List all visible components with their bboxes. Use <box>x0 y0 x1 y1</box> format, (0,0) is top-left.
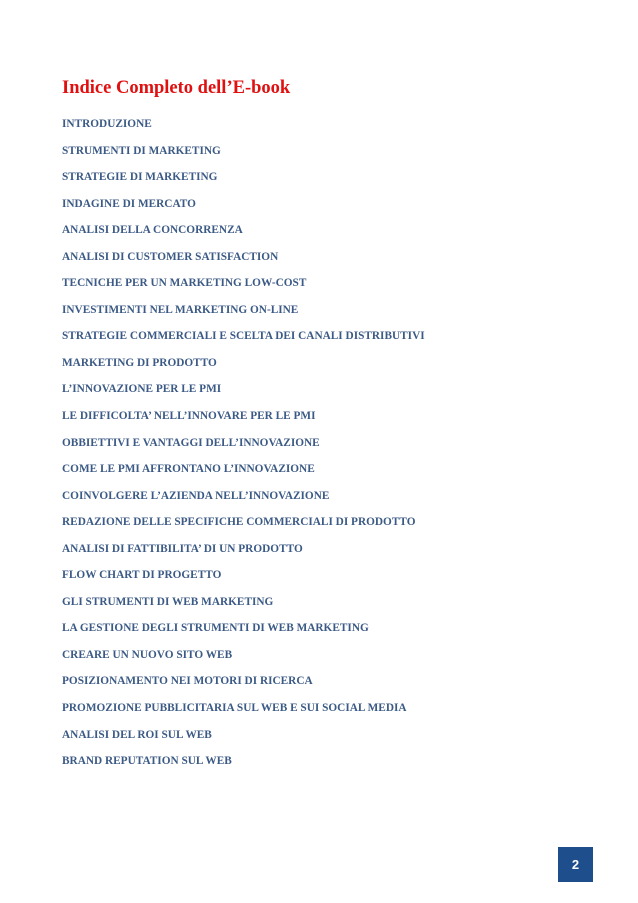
toc-item: BRAND REPUTATION SUL WEB <box>62 755 232 768</box>
toc-item: GLI STRUMENTI DI WEB MARKETING <box>62 595 274 608</box>
toc-item: OBBIETTIVI E VANTAGGI DELL’INNOVAZIONE <box>62 436 320 449</box>
toc-item: PROMOZIONE PUBBLICITARIA SUL WEB E SUI SOCIAL MEDIA <box>62 702 407 715</box>
toc-item: STRATEGIE COMMERCIALI E SCELTA DEI CANALI DISTRIBUTIVI <box>62 330 425 343</box>
toc-item: LA GESTIONE DEGLI STRUMENTI DI WEB MARKETING <box>62 622 369 635</box>
toc-item: FLOW CHART DI PROGETTO <box>62 569 222 582</box>
toc-item: INDAGINE DI MERCATO <box>62 197 196 210</box>
table-of-contents <box>62 117 425 781</box>
toc-item: TECNICHE PER UN MARKETING LOW-COST <box>62 277 307 290</box>
page-number: 2 <box>571 857 580 872</box>
toc-item: INVESTIMENTI NEL MARKETING ON-LINE <box>62 303 299 316</box>
toc-item: ANALISI DELLA CONCORRENZA <box>62 224 243 237</box>
toc-item: MARKETING DI PRODOTTO <box>62 356 217 369</box>
page-title: Indice Completo dell’E-book <box>62 78 291 98</box>
toc-item: INTRODUZIONE <box>62 118 152 130</box>
toc-item: CREARE UN NUOVO SITO WEB <box>62 648 233 661</box>
toc-item: COINVOLGERE L’AZIENDA NELL’INNOVAZIONE <box>62 489 330 502</box>
toc-item: POSIZIONAMENTO NEI MOTORI DI RICERCA <box>62 675 313 688</box>
toc-item: ANALISI DEL ROI SUL WEB <box>62 728 212 741</box>
toc-item: LE DIFFICOLTA’ NELL’INNOVARE PER LE PMI <box>62 410 316 423</box>
toc-item: REDAZIONE DELLE SPECIFICHE COMMERCIALI DI PRODOTTO <box>62 516 416 529</box>
toc-item: L’INNOVAZIONE PER LE PMI <box>62 383 222 396</box>
toc-item: ANALISI DI FATTIBILITA’ DI UN PRODOTTO <box>62 542 303 555</box>
toc-item: COME LE PMI AFFRONTANO L’INNOVAZIONE <box>62 463 315 476</box>
toc-item: STRATEGIE DI MARKETING <box>62 171 218 184</box>
toc-item: ANALISI DI CUSTOMER SATISFACTION <box>62 250 279 263</box>
toc-item: STRUMENTI DI MARKETING <box>62 144 221 157</box>
page-number-badge <box>558 847 593 882</box>
